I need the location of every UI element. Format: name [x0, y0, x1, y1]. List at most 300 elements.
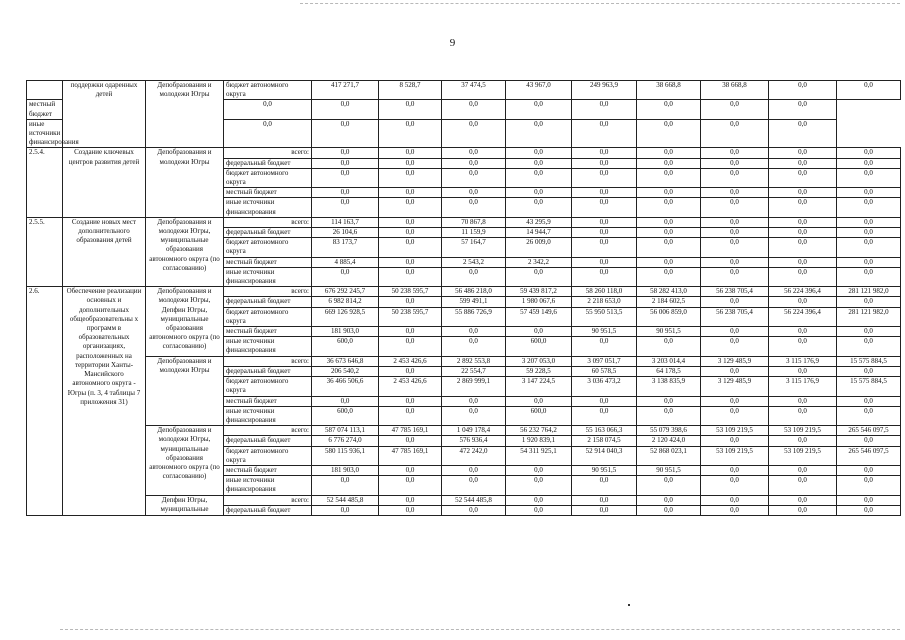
amount-cell: 0,0: [312, 198, 379, 217]
amount-cell: 0,0: [769, 406, 837, 425]
amount-cell: 52 868 023,1: [637, 446, 701, 465]
amount-cell: 0,0: [701, 337, 769, 356]
funding-source: иные источники финансирования: [224, 337, 312, 356]
amount-cell: 38 668,8: [637, 81, 701, 100]
funding-source: федеральный бюджет: [224, 158, 312, 168]
budget-table: [26, 80, 901, 516]
amount-cell: 0,0: [701, 158, 769, 168]
amount-cell: 0,0: [442, 148, 506, 158]
amount-cell: 0,0: [506, 267, 572, 286]
amount-cell: 0,0: [837, 366, 901, 376]
amount-cell: 6 982 814,2: [312, 297, 379, 307]
amount-cell: 90 951,5: [637, 327, 701, 337]
amount-cell: 53 109 219,5: [701, 426, 769, 436]
amount-cell: 0,0: [379, 228, 442, 238]
table-row: [27, 495, 901, 505]
amount-cell: 0,0: [701, 436, 769, 446]
funding-source: бюджет автономного округа: [224, 168, 312, 187]
amount-cell: 0,0: [572, 505, 637, 515]
amount-cell: 0,0: [769, 257, 837, 267]
amount-cell: 0,0: [701, 228, 769, 238]
funding-source: бюджет автономного округа: [224, 238, 312, 257]
amount-cell: 0,0: [572, 158, 637, 168]
measure-number: 2.6.: [27, 287, 63, 516]
amount-cell: 0,0: [837, 476, 901, 495]
funding-source: всего:: [224, 148, 312, 158]
amount-cell: 50 238 595,7: [379, 287, 442, 297]
amount-cell: 2 120 424,0: [637, 436, 701, 446]
amount-cell: 0,0: [312, 267, 379, 286]
amount-cell: 0,0: [637, 267, 701, 286]
funding-source: всего:: [224, 287, 312, 297]
scan-artifact-top: [300, 3, 900, 4]
amount-cell: 0,0: [637, 119, 701, 148]
page-number: 9: [449, 37, 456, 49]
amount-cell: 0,0: [506, 119, 572, 148]
amount-cell: 0,0: [837, 396, 901, 406]
amount-cell: 26 104,6: [312, 228, 379, 238]
amount-cell: 3 129 485,9: [701, 377, 769, 396]
amount-cell: 0,0: [637, 158, 701, 168]
amount-cell: 2 184 602,5: [637, 297, 701, 307]
amount-cell: 26 009,0: [506, 238, 572, 257]
amount-cell: 54 311 925,1: [506, 446, 572, 465]
amount-cell: 3 203 014,4: [637, 356, 701, 366]
amount-cell: 56 238 705,4: [701, 287, 769, 297]
amount-cell: 3 097 051,7: [572, 356, 637, 366]
amount-cell: 0,0: [837, 168, 901, 187]
amount-cell: 58 260 118,0: [572, 287, 637, 297]
amount-cell: 0,0: [506, 476, 572, 495]
amount-cell: 0,0: [379, 476, 442, 495]
amount-cell: 56 486 218,0: [442, 287, 506, 297]
amount-cell: 59 439 817,2: [506, 287, 572, 297]
funding-source: бюджет автономного округа: [224, 307, 312, 326]
amount-cell: 0,0: [837, 228, 901, 238]
amount-cell: 3 207 053,0: [506, 356, 572, 366]
amount-cell: 0,0: [769, 158, 837, 168]
funding-source: федеральный бюджет: [224, 505, 312, 515]
amount-cell: 0,0: [637, 198, 701, 217]
amount-cell: 0,0: [637, 476, 701, 495]
measure-name: Создание новых мест дополнительного образования детей: [63, 217, 146, 286]
amount-cell: 56 224 396,4: [769, 307, 837, 326]
amount-cell: 1 049 178,4: [442, 426, 506, 436]
amount-cell: 0,0: [379, 238, 442, 257]
amount-cell: 0,0: [637, 217, 701, 227]
amount-cell: 600,0: [506, 406, 572, 425]
amount-cell: 0,0: [837, 267, 901, 286]
amount-cell: 0,0: [442, 505, 506, 515]
amount-cell: 0,0: [637, 148, 701, 158]
amount-cell: 669 126 928,5: [312, 307, 379, 326]
amount-cell: 599 491,1: [442, 297, 506, 307]
amount-cell: 53 109 219,5: [769, 446, 837, 465]
amount-cell: 0,0: [769, 337, 837, 356]
amount-cell: 0,0: [637, 168, 701, 187]
amount-cell: 281 121 982,0: [837, 307, 901, 326]
amount-cell: 0,0: [379, 217, 442, 227]
amount-cell: 2 453 426,6: [379, 356, 442, 366]
amount-cell: 0,0: [837, 238, 901, 257]
amount-cell: 206 540,2: [312, 366, 379, 376]
funding-source: местный бюджет: [27, 100, 63, 119]
funding-source: федеральный бюджет: [224, 436, 312, 446]
amount-cell: 0,0: [637, 238, 701, 257]
amount-cell: 0,0: [769, 100, 837, 119]
amount-cell: 0,0: [506, 148, 572, 158]
amount-cell: 265 546 097,5: [837, 446, 901, 465]
amount-cell: 57 164,7: [442, 238, 506, 257]
amount-cell: 1 980 067,6: [506, 297, 572, 307]
amount-cell: 0,0: [506, 100, 572, 119]
amount-cell: 0,0: [572, 217, 637, 227]
amount-cell: 0,0: [837, 337, 901, 356]
amount-cell: 0,0: [506, 198, 572, 217]
amount-cell: 0,0: [637, 406, 701, 425]
amount-cell: 0,0: [769, 168, 837, 187]
funding-source: иные источники финансирования: [224, 476, 312, 495]
amount-cell: 0,0: [769, 465, 837, 475]
funding-source: иные источники финансирования: [224, 198, 312, 217]
amount-cell: 0,0: [769, 188, 837, 198]
funding-source: всего:: [224, 356, 312, 366]
amount-cell: 3 115 176,9: [769, 356, 837, 366]
amount-cell: 0,0: [379, 267, 442, 286]
amount-cell: 56 224 396,4: [769, 287, 837, 297]
amount-cell: 3 147 224,5: [506, 377, 572, 396]
amount-cell: 181 903,0: [312, 327, 379, 337]
amount-cell: 0,0: [837, 495, 901, 505]
amount-cell: 0,0: [312, 100, 379, 119]
amount-cell: 2 453 426,6: [379, 377, 442, 396]
funding-source: местный бюджет: [224, 257, 312, 267]
amount-cell: 0,0: [572, 148, 637, 158]
amount-cell: 56 232 764,2: [506, 426, 572, 436]
amount-cell: 114 163,7: [312, 217, 379, 227]
amount-cell: 55 950 513,5: [572, 307, 637, 326]
amount-cell: 676 292 245,7: [312, 287, 379, 297]
amount-cell: 55 079 398,6: [637, 426, 701, 436]
amount-cell: 0,0: [701, 238, 769, 257]
amount-cell: 2 869 999,1: [442, 377, 506, 396]
amount-cell: 600,0: [312, 337, 379, 356]
amount-cell: 36 673 646,8: [312, 356, 379, 366]
amount-cell: 0,0: [837, 505, 901, 515]
amount-cell: 0,0: [379, 158, 442, 168]
amount-cell: 0,0: [837, 297, 901, 307]
amount-cell: 0,0: [442, 158, 506, 168]
amount-cell: 64 178,5: [637, 366, 701, 376]
measure-number: [27, 81, 63, 100]
amount-cell: 0,0: [572, 168, 637, 187]
amount-cell: 0,0: [769, 148, 837, 158]
amount-cell: 0,0: [701, 406, 769, 425]
amount-cell: 181 903,0: [312, 465, 379, 475]
funding-source: местный бюджет: [224, 188, 312, 198]
amount-cell: 0,0: [379, 366, 442, 376]
amount-cell: 0,0: [701, 465, 769, 475]
amount-cell: 56 238 705,4: [701, 307, 769, 326]
amount-cell: 0,0: [379, 100, 442, 119]
amount-cell: 0,0: [379, 327, 442, 337]
amount-cell: 0,0: [837, 327, 901, 337]
amount-cell: 0,0: [769, 119, 837, 148]
table-row: [27, 148, 901, 158]
amount-cell: 90 951,5: [572, 465, 637, 475]
amount-cell: 0,0: [442, 327, 506, 337]
amount-cell: 8 528,7: [379, 81, 442, 100]
measure-name: Создание ключевых центров развития детей: [63, 148, 146, 217]
amount-cell: 576 936,4: [442, 436, 506, 446]
amount-cell: 0,0: [769, 217, 837, 227]
amount-cell: 0,0: [572, 337, 637, 356]
amount-cell: 472 242,0: [442, 446, 506, 465]
amount-cell: 0,0: [769, 228, 837, 238]
executor: Депобразования и молодежи Югры, муниципальные образования автономного округа (по согласованию): [146, 426, 224, 495]
amount-cell: 0,0: [837, 257, 901, 267]
amount-cell: 0,0: [442, 119, 506, 148]
amount-cell: 3 115 176,9: [769, 377, 837, 396]
executor: Депобразования и молодежи Югры: [146, 81, 224, 148]
amount-cell: 0,0: [442, 188, 506, 198]
amount-cell: 0,0: [442, 198, 506, 217]
measure-number: 2.5.5.: [27, 217, 63, 286]
funding-source: федеральный бюджет: [224, 297, 312, 307]
amount-cell: 53 109 219,5: [769, 426, 837, 436]
funding-source: федеральный бюджет: [224, 228, 312, 238]
amount-cell: 2 158 074,5: [572, 436, 637, 446]
amount-cell: 57 459 149,6: [506, 307, 572, 326]
amount-cell: 580 115 936,1: [312, 446, 379, 465]
amount-cell: 60 578,5: [572, 366, 637, 376]
amount-cell: 600,0: [312, 406, 379, 425]
amount-cell: 0,0: [379, 168, 442, 187]
amount-cell: 0,0: [837, 406, 901, 425]
amount-cell: 0,0: [701, 100, 769, 119]
amount-cell: 37 474,5: [442, 81, 506, 100]
amount-cell: 0,0: [701, 257, 769, 267]
amount-cell: 56 006 859,0: [637, 307, 701, 326]
funding-source: бюджет автономного округа: [224, 81, 312, 100]
amount-cell: 3 138 835,9: [637, 377, 701, 396]
amount-cell: 0,0: [442, 396, 506, 406]
amount-cell: 2 218 653,0: [572, 297, 637, 307]
amount-cell: 1 920 839,1: [506, 436, 572, 446]
amount-cell: 0,0: [224, 119, 312, 148]
amount-cell: 0,0: [506, 188, 572, 198]
amount-cell: 52 914 040,3: [572, 446, 637, 465]
amount-cell: 0,0: [701, 297, 769, 307]
funding-source: иные источники финансирования: [224, 406, 312, 425]
executor: Депобразования и молодежи Югры: [146, 356, 224, 425]
amount-cell: 0,0: [379, 119, 442, 148]
amount-cell: 0,0: [701, 505, 769, 515]
amount-cell: 0,0: [442, 100, 506, 119]
amount-cell: 600,0: [506, 337, 572, 356]
amount-cell: 0,0: [769, 238, 837, 257]
funding-source: всего:: [224, 495, 312, 505]
amount-cell: 0,0: [572, 119, 637, 148]
scan-artifact-bottom: [60, 629, 900, 630]
amount-cell: 0,0: [837, 465, 901, 475]
table-row: [27, 81, 901, 100]
amount-cell: 0,0: [312, 505, 379, 515]
amount-cell: 90 951,5: [572, 327, 637, 337]
amount-cell: 0,0: [379, 495, 442, 505]
amount-cell: 58 282 413,0: [637, 287, 701, 297]
amount-cell: 417 271,7: [312, 81, 379, 100]
amount-cell: 0,0: [572, 257, 637, 267]
amount-cell: 0,0: [312, 158, 379, 168]
funding-source: местный бюджет: [224, 396, 312, 406]
amount-cell: 0,0: [769, 198, 837, 217]
amount-cell: 0,0: [637, 396, 701, 406]
amount-cell: 587 074 113,1: [312, 426, 379, 436]
amount-cell: 0,0: [442, 465, 506, 475]
amount-cell: 0,0: [701, 267, 769, 286]
amount-cell: 53 109 219,5: [701, 446, 769, 465]
amount-cell: 0,0: [769, 396, 837, 406]
amount-cell: 2 342,2: [506, 257, 572, 267]
funding-source: бюджет автономного округа: [224, 377, 312, 396]
funding-source: иные источники финансирования: [27, 119, 63, 148]
budget-table-body: [27, 81, 901, 516]
amount-cell: 0,0: [837, 217, 901, 227]
amount-cell: 0,0: [379, 198, 442, 217]
amount-cell: 3 129 485,9: [701, 356, 769, 366]
amount-cell: 0,0: [506, 505, 572, 515]
amount-cell: 0,0: [312, 119, 379, 148]
amount-cell: 0,0: [769, 81, 837, 100]
amount-cell: 0,0: [837, 148, 901, 158]
amount-cell: 0,0: [312, 396, 379, 406]
amount-cell: 249 963,9: [572, 81, 637, 100]
amount-cell: 0,0: [506, 168, 572, 187]
amount-cell: 0,0: [701, 396, 769, 406]
amount-cell: 0,0: [312, 168, 379, 187]
amount-cell: 0,0: [769, 327, 837, 337]
amount-cell: 0,0: [442, 406, 506, 425]
amount-cell: 0,0: [572, 267, 637, 286]
amount-cell: 0,0: [769, 505, 837, 515]
amount-cell: 0,0: [379, 257, 442, 267]
funding-source: местный бюджет: [224, 465, 312, 475]
amount-cell: 55 163 066,3: [572, 426, 637, 436]
amount-cell: 0,0: [442, 267, 506, 286]
amount-cell: 0,0: [572, 238, 637, 257]
amount-cell: 0,0: [572, 100, 637, 119]
amount-cell: 0,0: [701, 119, 769, 148]
amount-cell: 43 967,0: [506, 81, 572, 100]
amount-cell: 0,0: [637, 505, 701, 515]
scan-speck: [628, 604, 630, 606]
amount-cell: 0,0: [701, 366, 769, 376]
amount-cell: 36 466 506,6: [312, 377, 379, 396]
amount-cell: 0,0: [442, 476, 506, 495]
amount-cell: 0,0: [379, 406, 442, 425]
amount-cell: 50 238 595,7: [379, 307, 442, 326]
amount-cell: 0,0: [637, 228, 701, 238]
amount-cell: 0,0: [312, 188, 379, 198]
funding-source: федеральный бюджет: [224, 366, 312, 376]
amount-cell: 0,0: [769, 436, 837, 446]
amount-cell: 0,0: [837, 158, 901, 168]
amount-cell: 0,0: [572, 476, 637, 495]
amount-cell: 0,0: [379, 297, 442, 307]
amount-cell: 0,0: [637, 257, 701, 267]
amount-cell: 0,0: [506, 327, 572, 337]
funding-source: иные источники финансирования: [224, 267, 312, 286]
amount-cell: 55 886 726,9: [442, 307, 506, 326]
amount-cell: 47 785 169,1: [379, 426, 442, 436]
amount-cell: 0,0: [379, 337, 442, 356]
amount-cell: 0,0: [506, 396, 572, 406]
amount-cell: 265 546 097,5: [837, 426, 901, 436]
amount-cell: 0,0: [637, 337, 701, 356]
amount-cell: 0,0: [701, 476, 769, 495]
amount-cell: 90 951,5: [637, 465, 701, 475]
amount-cell: 0,0: [312, 476, 379, 495]
funding-source: бюджет автономного округа: [224, 446, 312, 465]
measure-name: поддержки одаренных детей: [63, 81, 146, 148]
executor: Депобразования и молодежи Югры, муниципальные образования автономного округа (по согласованию): [146, 217, 224, 286]
funding-source: местный бюджет: [224, 327, 312, 337]
amount-cell: 0,0: [442, 168, 506, 187]
table-row: [27, 426, 901, 436]
executor: Депобразования и молодежи Югры: [146, 148, 224, 217]
amount-cell: 0,0: [312, 148, 379, 158]
table-row: [27, 217, 901, 227]
amount-cell: 0,0: [379, 436, 442, 446]
table-row: [27, 287, 901, 297]
amount-cell: 15 575 884,5: [837, 356, 901, 366]
amount-cell: 0,0: [572, 228, 637, 238]
amount-cell: 0,0: [637, 100, 701, 119]
amount-cell: 0,0: [379, 465, 442, 475]
funding-source: всего:: [224, 217, 312, 227]
amount-cell: 0,0: [701, 495, 769, 505]
funding-source: всего:: [224, 426, 312, 436]
amount-cell: 52 544 485,8: [442, 495, 506, 505]
amount-cell: 11 159,9: [442, 228, 506, 238]
amount-cell: 281 121 982,0: [837, 287, 901, 297]
amount-cell: 0,0: [572, 396, 637, 406]
amount-cell: 0,0: [442, 337, 506, 356]
amount-cell: 0,0: [572, 198, 637, 217]
measure-number: 2.5.4.: [27, 148, 63, 217]
amount-cell: 6 776 274,0: [312, 436, 379, 446]
amount-cell: 0,0: [837, 436, 901, 446]
amount-cell: 70 867,8: [442, 217, 506, 227]
amount-cell: 0,0: [837, 198, 901, 217]
amount-cell: 0,0: [701, 198, 769, 217]
amount-cell: 0,0: [769, 495, 837, 505]
amount-cell: 0,0: [701, 168, 769, 187]
amount-cell: 0,0: [506, 465, 572, 475]
amount-cell: 2 543,2: [442, 257, 506, 267]
amount-cell: 15 575 884,5: [837, 377, 901, 396]
executor: Депобразования и молодежи Югры, Депфин Югры, муниципальные образования автономного округа (по согласованию): [146, 287, 224, 356]
table-row: [27, 356, 901, 366]
amount-cell: 0,0: [701, 148, 769, 158]
amount-cell: 0,0: [224, 100, 312, 119]
amount-cell: 0,0: [837, 188, 901, 198]
amount-cell: 3 036 473,2: [572, 377, 637, 396]
amount-cell: 0,0: [379, 505, 442, 515]
amount-cell: 0,0: [837, 81, 901, 100]
amount-cell: 4 885,4: [312, 257, 379, 267]
